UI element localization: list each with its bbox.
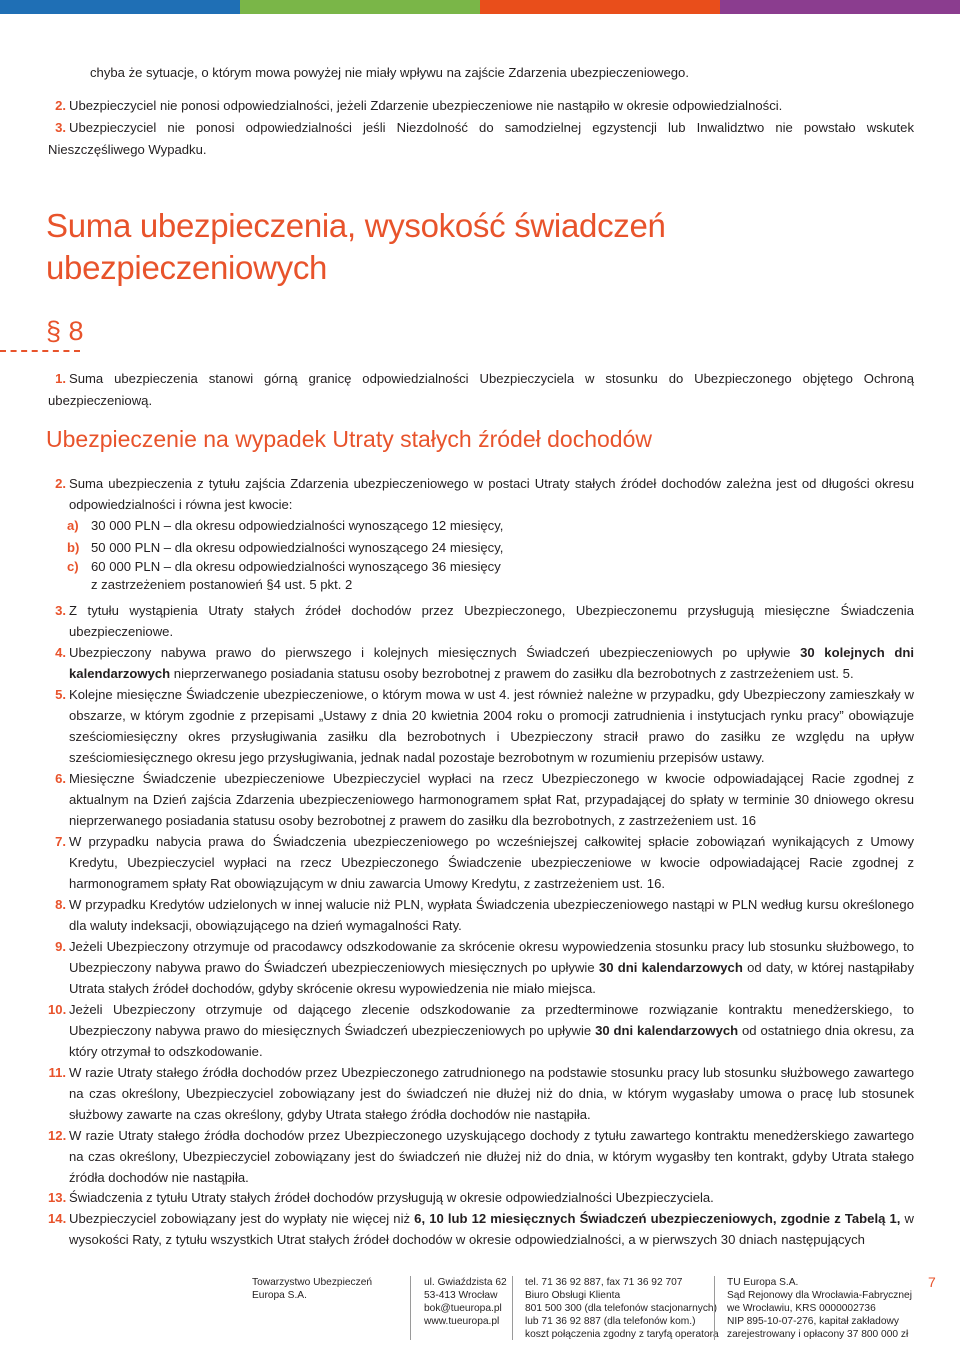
footer-line: 53-413 Wrocław bbox=[424, 1290, 498, 1301]
footer-line: zarejestrowany i opłacony 37 800 000 zł bbox=[727, 1329, 909, 1340]
list-number: 5. bbox=[55, 687, 66, 702]
list-item bbox=[48, 600, 914, 642]
sub-text: 30 000 PLN – dla okresu odpowiedzialności wynoszącego 12 miesięcy, bbox=[91, 518, 504, 533]
footer-line: NIP 895-10-07-276, kapitał zakładowy bbox=[727, 1316, 899, 1327]
prev-item-tail: chyba że sytuacje, o którym mowa powyżej nie miały wpływu na zajście Zdarzenia ubezpieczeniowego. bbox=[90, 65, 689, 80]
footer-divider bbox=[512, 1276, 513, 1340]
sub-letter: a) bbox=[67, 518, 79, 533]
list-item bbox=[48, 642, 914, 684]
list-item bbox=[48, 936, 914, 999]
list-number: 2. bbox=[55, 98, 66, 113]
list-text: Suma ubezpieczenia z tytułu zajścia Zdarzenia ubezpieczeniowego w postaci Utraty stałych źródeł dochodów zależna jest od długości okresu odpowiedzialności i równa jest kwocie: bbox=[69, 476, 914, 512]
list-text: Ubezpieczyciel nie ponosi odpowiedzialności, jeżeli Zdarzenie ubezpieczeniowe nie nastąpiło w okresie odpowiedzialności. bbox=[69, 98, 783, 113]
list-item bbox=[48, 117, 914, 161]
footer-line: TU Europa S.A. bbox=[727, 1277, 799, 1288]
color-bar-orange bbox=[480, 0, 720, 14]
section-subtitle: Ubezpieczenie na wypadek Utraty stałych źródeł dochodów bbox=[46, 426, 652, 452]
footer-registry bbox=[727, 1276, 912, 1341]
footer-line: Towarzystwo Ubezpieczeń bbox=[252, 1277, 373, 1288]
list-number: 8. bbox=[55, 897, 66, 912]
list-item bbox=[48, 368, 914, 412]
list-item bbox=[48, 831, 914, 894]
list-text: W przypadku nabycia prawa do Świadczenia ubezpieczeniowego po wcześniejszej całkowitej spłacie zobowiązań wynikających z Umowy Kredytu, Ubezpieczyciel wypłaci na rzecz Ubezpieczonego Świadczenie ubezpieczeniowe w kwocie odpowiadającej Racie zgodnej z harmonogramem spłaty Rat obowiązującym w dniu zawarcia Umowy Kredytu, z zastrzeżeniem ust. 16. bbox=[69, 834, 914, 891]
list-number: 11. bbox=[48, 1065, 66, 1080]
sub-text: 60 000 PLN – dla okresu odpowiedzialności wynoszącego 36 miesięcy bbox=[91, 559, 501, 574]
footer-divider bbox=[714, 1276, 715, 1340]
list-number: 4. bbox=[55, 645, 66, 660]
list-number: 2. bbox=[55, 476, 66, 491]
paragraph-sign: § 8 bbox=[46, 316, 84, 346]
footer-line: ul. Gwiaździsta 62 bbox=[424, 1277, 507, 1288]
section-title: Suma ubezpieczenia, wysokość świadczeń ubezpieczeniowych bbox=[46, 207, 666, 286]
list-text: Ubezpieczony nabywa prawo do pierwszego i kolejnych miesięcznych Świadczeń ubezpieczeniowych po upływie 30 kolejnych dni kalendarzowych nieprzerwanego posiadania statusu osoby bezrobotnej z prawem do zasiłku dla bezrobotnych z zastrzeżeniem ust. 5. bbox=[69, 645, 915, 681]
list-text: W razie Utraty stałego źródła dochodów przez Ubezpieczonego uzyskującego dochody z tytułu zawartego kontraktu menedżerskiego zawartego na czas określony, Ubezpieczyciel zobowiązany jest do świadczeń nie dłużej niż do dnia, w którym wygasłby ten kontrakt, gdyby Utrata stałego źródła dochodów nie nastąpiła. bbox=[69, 1128, 914, 1185]
list-number: 1. bbox=[55, 371, 66, 386]
top-color-bar bbox=[0, 0, 960, 14]
list-number: 14. bbox=[48, 1211, 67, 1226]
list-text: W razie Utraty stałego źródła dochodów przez Ubezpieczonego zatrudnionego na podstawie stosunku pracy lub stosunku służbowego zawartego na czas określony, Ubezpieczyciel zobowiązany jest do świadczeń nie dłużej niż do dnia, w którym wygasłaby umowa o pracę lub stosunek służbowy zawarte na czas określony, gdyby Utrata stałego źródła dochodów nie nastąpiła. bbox=[69, 1065, 914, 1122]
footer-website-link[interactable]: www.tueuropa.pl bbox=[424, 1316, 500, 1327]
list-item bbox=[48, 1125, 914, 1188]
list-item bbox=[48, 1062, 914, 1125]
list-item bbox=[48, 684, 914, 768]
list-text: Jeżeli Ubezpieczony otrzymuje od dającego zlecenie odszkodowanie za przedterminowe rozwiązanie kontraktu menedżerskiego, to Ubezpieczony nabywa prawo do miesięcznych Świadczeń ubezpieczeniowych po upływie 30 dni kalendarzowych od ostatniego dnia okresu, za który otrzymał to odszkodowanie. bbox=[69, 1002, 914, 1059]
list-item bbox=[48, 95, 914, 116]
list-text: Z tytułu wystąpienia Utraty stałych źródeł dochodów przez Ubezpieczonego, Ubezpieczonemu przysługują miesięczne Świadczenia ubezpieczeniowe. bbox=[69, 603, 914, 639]
list-number: 7. bbox=[55, 834, 66, 849]
list-number: 6. bbox=[55, 771, 66, 786]
list-item bbox=[48, 1187, 914, 1208]
footer-contact bbox=[525, 1276, 719, 1341]
list-number: 12. bbox=[48, 1128, 67, 1143]
footer-email-link[interactable]: bok@tueuropa.pl bbox=[424, 1303, 502, 1314]
list-text: Świadczenia z tytułu Utraty stałych źródeł dochodów przysługują w okresie odpowiedzialności Ubezpieczyciela. bbox=[69, 1190, 714, 1205]
footer-line: we Wrocławiu, KRS 0000002736 bbox=[727, 1303, 876, 1314]
list-item bbox=[48, 999, 914, 1062]
sub-letter: c) bbox=[67, 559, 79, 574]
footer-line: Biuro Obsługi Klienta bbox=[525, 1290, 621, 1301]
paragraph-divider bbox=[0, 350, 80, 352]
footer-line: 801 500 300 (dla telefonów stacjonarnych) bbox=[525, 1303, 717, 1314]
list-number: 10. bbox=[48, 1002, 67, 1017]
sub-item-c bbox=[67, 558, 913, 594]
list-item bbox=[48, 1208, 914, 1250]
page-number: 7 bbox=[928, 1274, 936, 1290]
list-item bbox=[48, 894, 914, 936]
list-text: Jeżeli Ubezpieczony otrzymuje od pracodawcy odszkodowanie za skrócenie okresu wypowiedzenia stosunku pracy lub stosunku służbowego, to Ubezpieczony nabywa prawo do Świadczeń ubezpieczeniowych miesięcznych po upływie 30 dni kalendarzowych od daty, w której nastąpiłaby Utrata stałych źródeł dochodów, gdyby skrócenie okresu wypowiedzenia nie miało miejsca. bbox=[69, 939, 914, 996]
sub-item-a bbox=[67, 515, 913, 537]
sub-text: 50 000 PLN – dla okresu odpowiedzialności wynoszącego 24 miesięcy, bbox=[91, 540, 504, 555]
footer-line: koszt połączenia zgodny z taryfą operatora bbox=[525, 1329, 719, 1340]
list-text: Kolejne miesięczne Świadczenie ubezpieczeniowe, o którym mowa w ust 4. jest również należne w przypadku, gdy Ubezpieczony zamieszkały w obszarze, w którym zgodnie z przepisami „Ustawy z dnia 20 kwietnia 2004 roku o promocji zatrudnienia i instytucjach rynku pracy” obowiązuje sześciomiesięczny okres przysługiwania zasiłku dla bezrobotnych i Ubezpieczony stracił prawo do zasiłku ze względu na upływ sześciomiesięcznego okresu jego przysługiwania, jednak nadal pozostaje bezrobotnym w rozumieniu przepisów ustawy. bbox=[69, 687, 914, 765]
sub-letter: b) bbox=[67, 540, 80, 555]
list-text: Ubezpieczyciel zobowiązany jest do wypłaty nie więcej niż 6, 10 lub 12 miesięcznych Świadczeń ubezpieczeniowych, zgodnie z Tabelą 1, w wysokości Raty, z tytułu wszystkich Utrat stałych źródeł dochodów w okresie odpowiedzialności, a w pierwszych 30 dniach następujących bbox=[69, 1211, 914, 1247]
list-number: 13. bbox=[48, 1190, 67, 1205]
list-number: 3. bbox=[55, 603, 66, 618]
footer-line: Europa S.A. bbox=[252, 1290, 307, 1301]
list-item bbox=[48, 768, 914, 831]
sub-item-b bbox=[67, 537, 913, 559]
list-text: Miesięczne Świadczenie ubezpieczeniowe Ubezpieczyciel wypłaci na rzecz Ubezpieczonego w kwocie odpowiadającej Racie zgodnej z aktualnym na Dzień zajścia Zdarzenia ubezpieczeniowego harmonogramem spłat Rat, przypadającej do spłaty w terminie 30 dniowego okresu nieprzerwanego posiadania statusu osoby bezrobotnej z prawem do zasiłku dla bezrobotnych, z zastrzeżeniem ust. 16 bbox=[69, 771, 914, 828]
list-number: 9. bbox=[55, 939, 66, 954]
footer-divider bbox=[410, 1276, 411, 1340]
list-text: Ubezpieczyciel nie ponosi odpowiedzialności jeśli Niezdolność do samodzielnej egzystencji lub Inwalidztwo nie powstało wskutek Nieszczęśliwego Wypadku. bbox=[48, 120, 914, 157]
list-number: 3. bbox=[55, 120, 66, 135]
footer-address bbox=[424, 1276, 507, 1328]
footer-line: Sąd Rejonowy dla Wrocławia-Fabrycznej bbox=[727, 1290, 912, 1301]
list-text: W przypadku Kredytów udzielonych w innej walucie niż PLN, wypłata Świadczenia ubezpieczeniowego nastąpi w PLN według kursu określonego dla waluty indeksacji, obowiązującego na dzień wymagalności Raty. bbox=[69, 897, 914, 933]
color-bar-green bbox=[240, 0, 480, 14]
footer-company bbox=[252, 1276, 372, 1302]
list-text: Suma ubezpieczenia stanowi górną granicę odpowiedzialności Ubezpieczyciela w stosunku do Ubezpieczonego objętego Ochroną ubezpieczeniową. bbox=[48, 371, 914, 408]
sub-text-continuation: z zastrzeżeniem postanowień §4 ust. 5 pkt. 2 bbox=[91, 577, 353, 592]
color-bar-purple bbox=[720, 0, 960, 14]
color-bar-blue bbox=[0, 0, 240, 14]
list-item bbox=[48, 473, 914, 515]
footer-line: lub 71 36 92 887 (dla telefonów kom.) bbox=[525, 1316, 696, 1327]
footer-line: tel. 71 36 92 887, fax 71 36 92 707 bbox=[525, 1277, 683, 1288]
